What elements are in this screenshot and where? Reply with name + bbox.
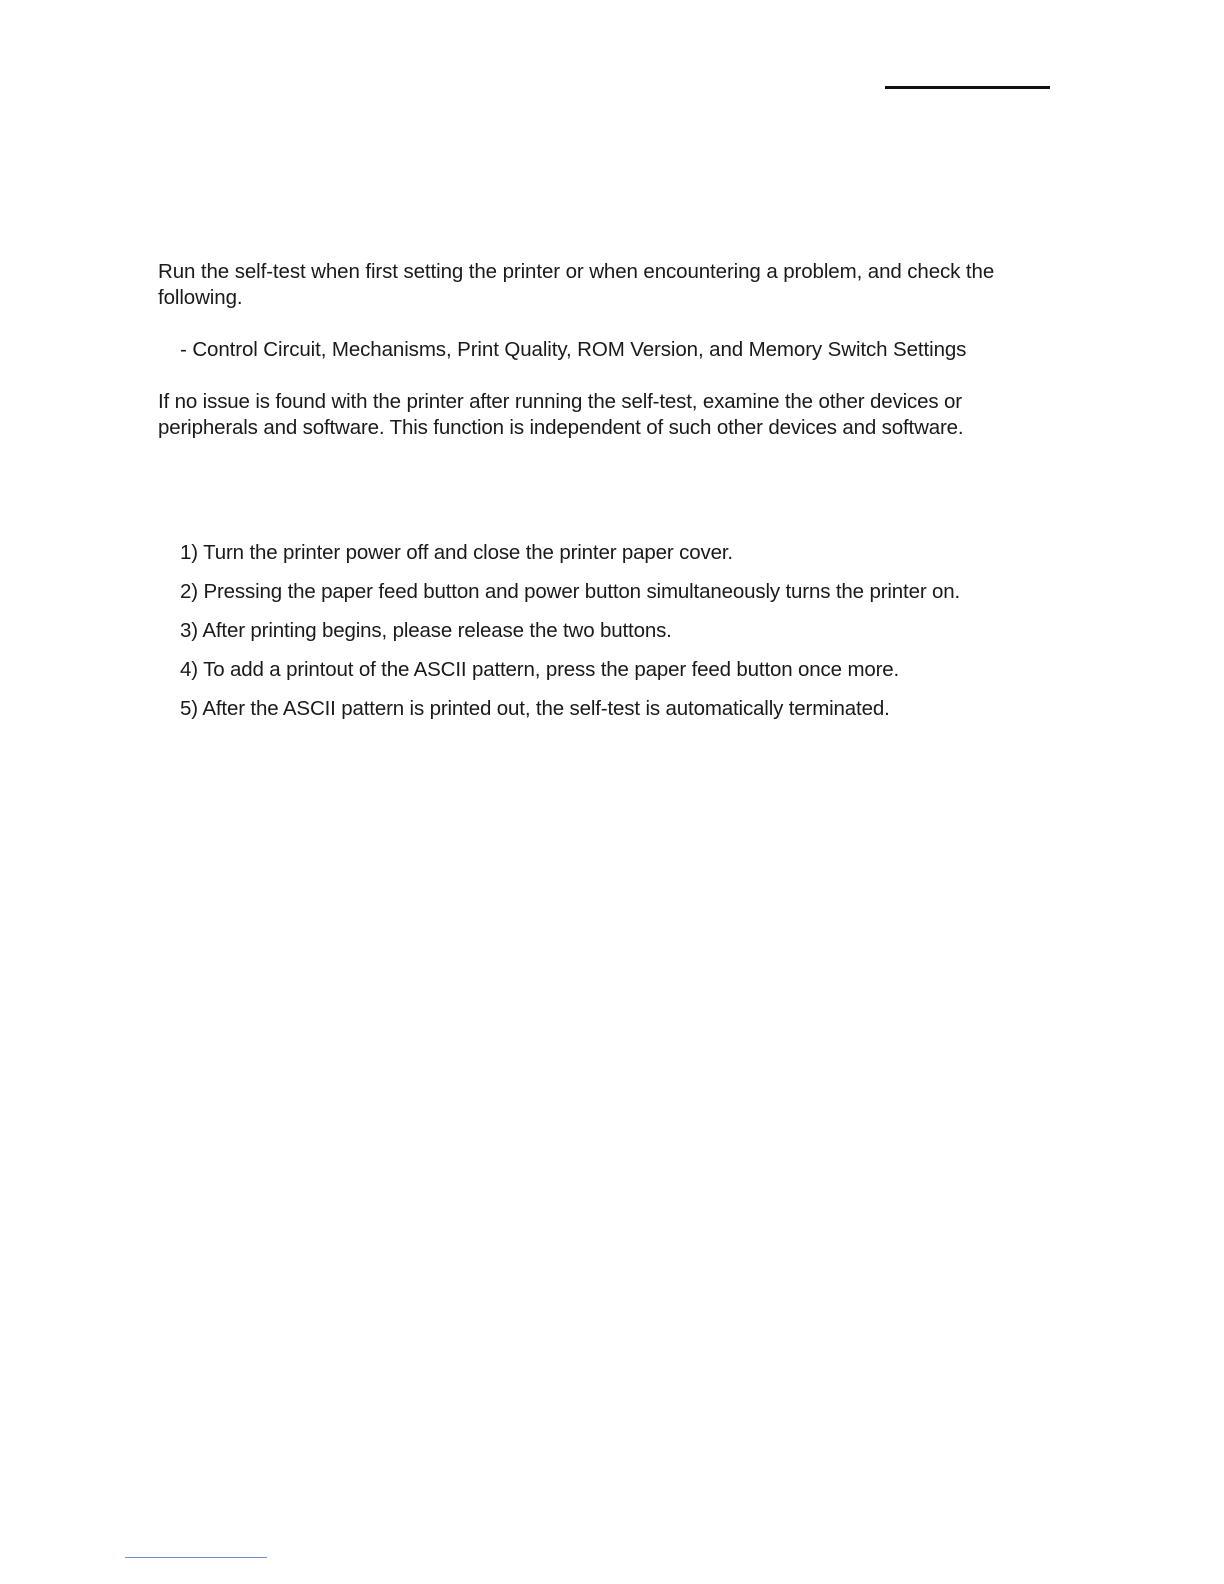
footer-rule [125, 1557, 267, 1558]
step-item: 2) Pressing the paper feed button and power button simultaneously turns the printer on. [180, 580, 961, 603]
step-item: 4) To add a printout of the ASCII pattern, press the paper feed button once more. [180, 658, 900, 681]
header-rule [885, 86, 1050, 89]
intro-paragraph: Run the self-test when first setting the printer or when encountering a problem, and check the following. [158, 260, 995, 309]
note-paragraph: If no issue is found with the printer after running the self-test, examine the other devices or peripherals and software. This function is independent of such other devices and software. [158, 390, 964, 439]
step-item: 1) Turn the printer power off and close the printer paper cover. [180, 541, 733, 564]
step-item: 3) After printing begins, please release the two buttons. [180, 619, 672, 642]
self-test-steps [180, 540, 1060, 735]
check-items-line: - Control Circuit, Mechanisms, Print Quality, ROM Version, and Memory Switch Settings [180, 338, 967, 361]
step-item: 5) After the ASCII pattern is printed out, the self-test is automatically terminated. [180, 697, 890, 720]
